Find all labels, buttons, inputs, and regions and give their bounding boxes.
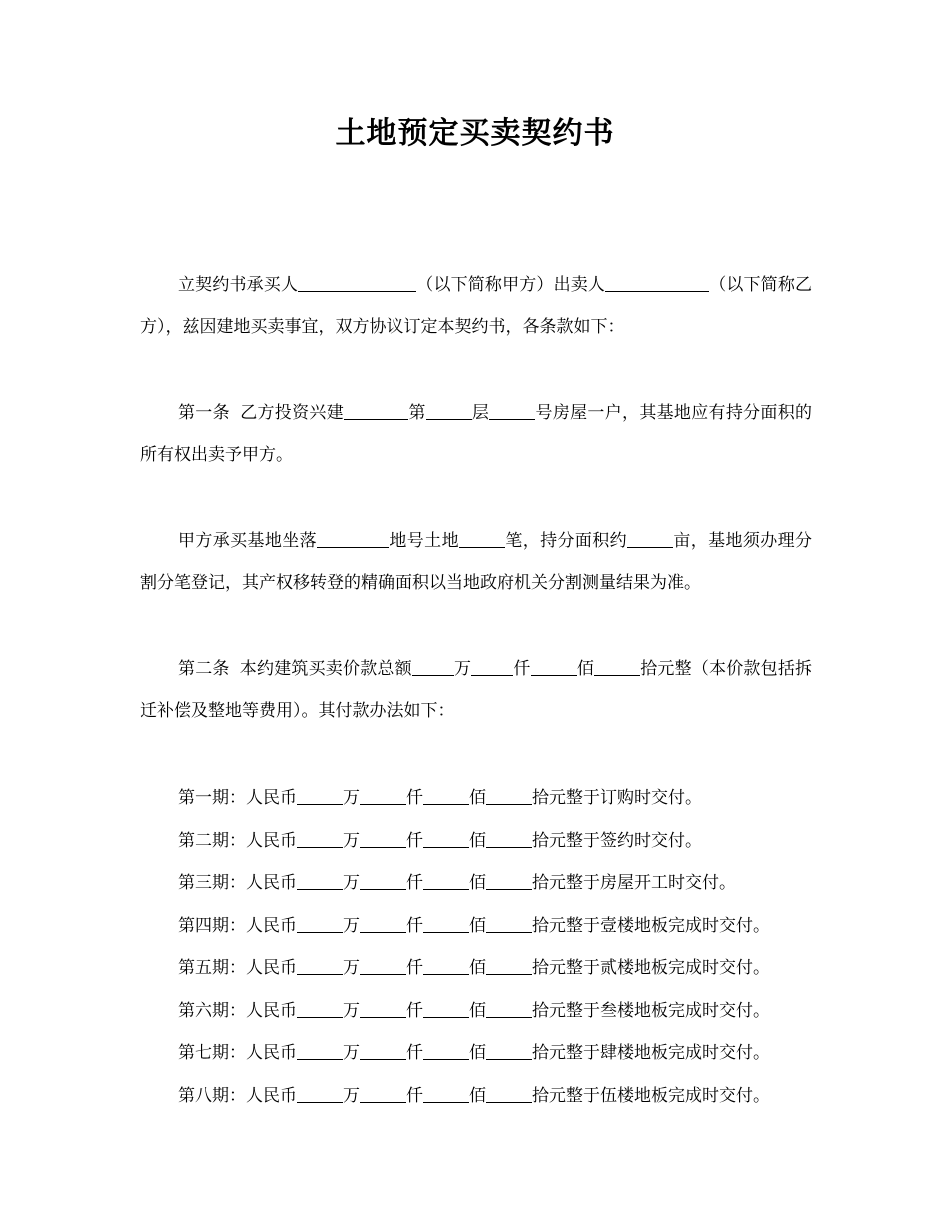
installment-period: 第六期： xyxy=(178,1000,246,1021)
installment-tail: 拾元整于壹楼地板完成时交付。 xyxy=(532,915,770,936)
installment-tail: 拾元整于签约时交付。 xyxy=(532,830,702,851)
shi-blank xyxy=(486,830,532,848)
qian-unit: 仟 xyxy=(406,1000,423,1021)
total-bai-blank xyxy=(531,658,577,676)
shi-blank xyxy=(486,1085,532,1103)
article-1-paragraph xyxy=(140,392,812,476)
installment-tail: 拾元整于贰楼地板完成时交付。 xyxy=(532,958,770,978)
total-shi-blank xyxy=(594,658,640,676)
article-1-text-1: 乙方投资兴建 xyxy=(239,403,345,423)
bai-unit: 佰 xyxy=(469,915,486,936)
installment-period: 第一期： xyxy=(178,788,246,808)
wan-unit: 万 xyxy=(343,915,360,936)
installment-row xyxy=(178,990,818,1033)
article-1-text-2: 第 xyxy=(408,403,426,423)
installment-tail: 拾元整于肆楼地板完成时交付。 xyxy=(532,1043,770,1063)
shi-blank xyxy=(486,1000,532,1018)
wan-blank xyxy=(297,787,343,805)
wan-unit: 万 xyxy=(343,788,360,808)
currency-label: 人民币 xyxy=(246,1085,297,1106)
bai-unit: 佰 xyxy=(576,659,595,679)
wan-blank xyxy=(297,1000,343,1018)
installment-period: 第七期： xyxy=(178,1043,246,1063)
wan-unit: 万 xyxy=(343,830,360,851)
qian-unit: 仟 xyxy=(406,1085,423,1106)
currency-label: 人民币 xyxy=(246,830,297,851)
article-1-text-4: 号房屋一户，其基地应有持分面积的所有权出卖予甲方。 xyxy=(140,403,813,465)
seller-name-blank xyxy=(605,274,709,292)
bai-blank xyxy=(423,830,469,848)
article-1-label: 第一条 xyxy=(178,403,230,423)
buyer-name-blank xyxy=(298,274,416,292)
qian-unit: 仟 xyxy=(406,1043,423,1063)
installment-row xyxy=(178,1032,818,1075)
wan-blank xyxy=(297,1085,343,1103)
document-title: 土地预定买卖契约书 xyxy=(335,116,615,151)
shi-blank xyxy=(486,787,532,805)
wan-blank xyxy=(297,872,343,890)
bai-blank xyxy=(423,915,469,933)
shi-blank xyxy=(486,872,532,890)
installment-row xyxy=(178,1075,818,1118)
article-1-text-3: 层 xyxy=(471,403,490,423)
bai-blank xyxy=(423,1085,469,1103)
bai-blank xyxy=(423,1000,469,1018)
qian-unit: 仟 xyxy=(406,788,423,808)
preamble-text-2: （以下简称甲方）出卖人 xyxy=(416,275,606,295)
preamble-text-3: （以下简称乙方），兹因建地买卖事宜，双方协议订定本契约书，各条款如下： xyxy=(140,275,813,337)
shi-blank xyxy=(486,1042,532,1060)
land-location-paragraph xyxy=(140,520,812,604)
installment-tail: 拾元整于伍楼地板完成时交付。 xyxy=(532,1085,770,1106)
qian-blank xyxy=(360,872,406,890)
bai-unit: 佰 xyxy=(469,1043,486,1063)
wan-blank xyxy=(297,957,343,975)
bai-blank xyxy=(423,1042,469,1060)
bai-unit: 佰 xyxy=(469,873,486,893)
land-text-4: 亩，基地须办理分割分笔登记，其产权移转登的精确面积以当地政府机关分割测量结果为准。 xyxy=(140,531,813,593)
wan-unit: 万 xyxy=(453,659,472,679)
bai-unit: 佰 xyxy=(469,1085,486,1106)
preamble-text-1: 立契约书承买人 xyxy=(178,275,299,295)
qian-blank xyxy=(360,915,406,933)
wan-blank xyxy=(297,830,343,848)
preamble-paragraph xyxy=(140,264,812,348)
wan-unit: 万 xyxy=(343,873,360,893)
article-2-text-2: 拾元整（本价款包括拆迁补偿及整地等费用）。其付款办法如下： xyxy=(140,659,813,721)
wan-blank xyxy=(297,1042,343,1060)
currency-label: 人民币 xyxy=(246,788,297,808)
qian-unit: 仟 xyxy=(513,659,531,679)
unit-number-blank xyxy=(489,402,535,420)
installment-list xyxy=(178,777,818,1117)
installment-tail: 拾元整于订购时交付。 xyxy=(532,788,702,808)
qian-blank xyxy=(360,787,406,805)
bai-unit: 佰 xyxy=(469,830,486,851)
qian-blank xyxy=(360,1000,406,1018)
installment-period: 第八期： xyxy=(178,1085,246,1106)
bai-blank xyxy=(423,957,469,975)
area-blank xyxy=(627,530,673,548)
installment-tail: 拾元整于房屋开工时交付。 xyxy=(532,873,736,893)
land-text-3: 笔，持分面积约 xyxy=(504,531,627,551)
qian-unit: 仟 xyxy=(406,873,423,893)
bai-unit: 佰 xyxy=(469,1000,486,1021)
qian-blank xyxy=(360,957,406,975)
wan-unit: 万 xyxy=(343,1043,360,1063)
qian-unit: 仟 xyxy=(406,958,423,978)
currency-label: 人民币 xyxy=(246,958,297,978)
installment-row xyxy=(178,820,818,863)
bai-blank xyxy=(423,787,469,805)
installment-row xyxy=(178,947,818,990)
installment-tail: 拾元整于叁楼地板完成时交付。 xyxy=(532,1000,770,1021)
article-2-paragraph xyxy=(140,648,812,732)
bai-unit: 佰 xyxy=(469,958,486,978)
installment-row xyxy=(178,905,818,948)
currency-label: 人民币 xyxy=(246,1043,297,1063)
article-2-text-1: 本约建筑买卖价款总额 xyxy=(239,659,412,679)
article-2-label: 第二条 xyxy=(178,659,230,679)
shi-blank xyxy=(486,957,532,975)
installment-period: 第三期： xyxy=(178,873,246,893)
shi-blank xyxy=(486,915,532,933)
installment-period: 第二期： xyxy=(178,830,246,851)
wan-blank xyxy=(297,915,343,933)
installment-period: 第五期： xyxy=(178,958,246,978)
currency-label: 人民币 xyxy=(246,915,297,936)
floor-blank xyxy=(426,402,472,420)
wan-unit: 万 xyxy=(343,1085,360,1106)
installment-row xyxy=(178,777,818,820)
total-qian-blank xyxy=(471,658,513,676)
parcel-count-blank xyxy=(459,530,505,548)
qian-unit: 仟 xyxy=(406,915,423,936)
bai-blank xyxy=(423,872,469,890)
qian-blank xyxy=(360,1042,406,1060)
land-text-2: 地号土地 xyxy=(389,531,459,551)
currency-label: 人民币 xyxy=(246,873,297,893)
bai-unit: 佰 xyxy=(469,788,486,808)
qian-blank xyxy=(360,1085,406,1103)
land-location-blank xyxy=(317,530,389,548)
installment-row xyxy=(178,862,818,905)
qian-blank xyxy=(360,830,406,848)
wan-unit: 万 xyxy=(343,958,360,978)
total-wan-blank xyxy=(412,658,454,676)
wan-unit: 万 xyxy=(343,1000,360,1021)
installment-period: 第四期： xyxy=(178,915,246,936)
qian-unit: 仟 xyxy=(406,830,423,851)
currency-label: 人民币 xyxy=(246,1000,297,1021)
land-text-1: 甲方承买基地坐落 xyxy=(178,531,318,551)
building-blank xyxy=(344,402,408,420)
